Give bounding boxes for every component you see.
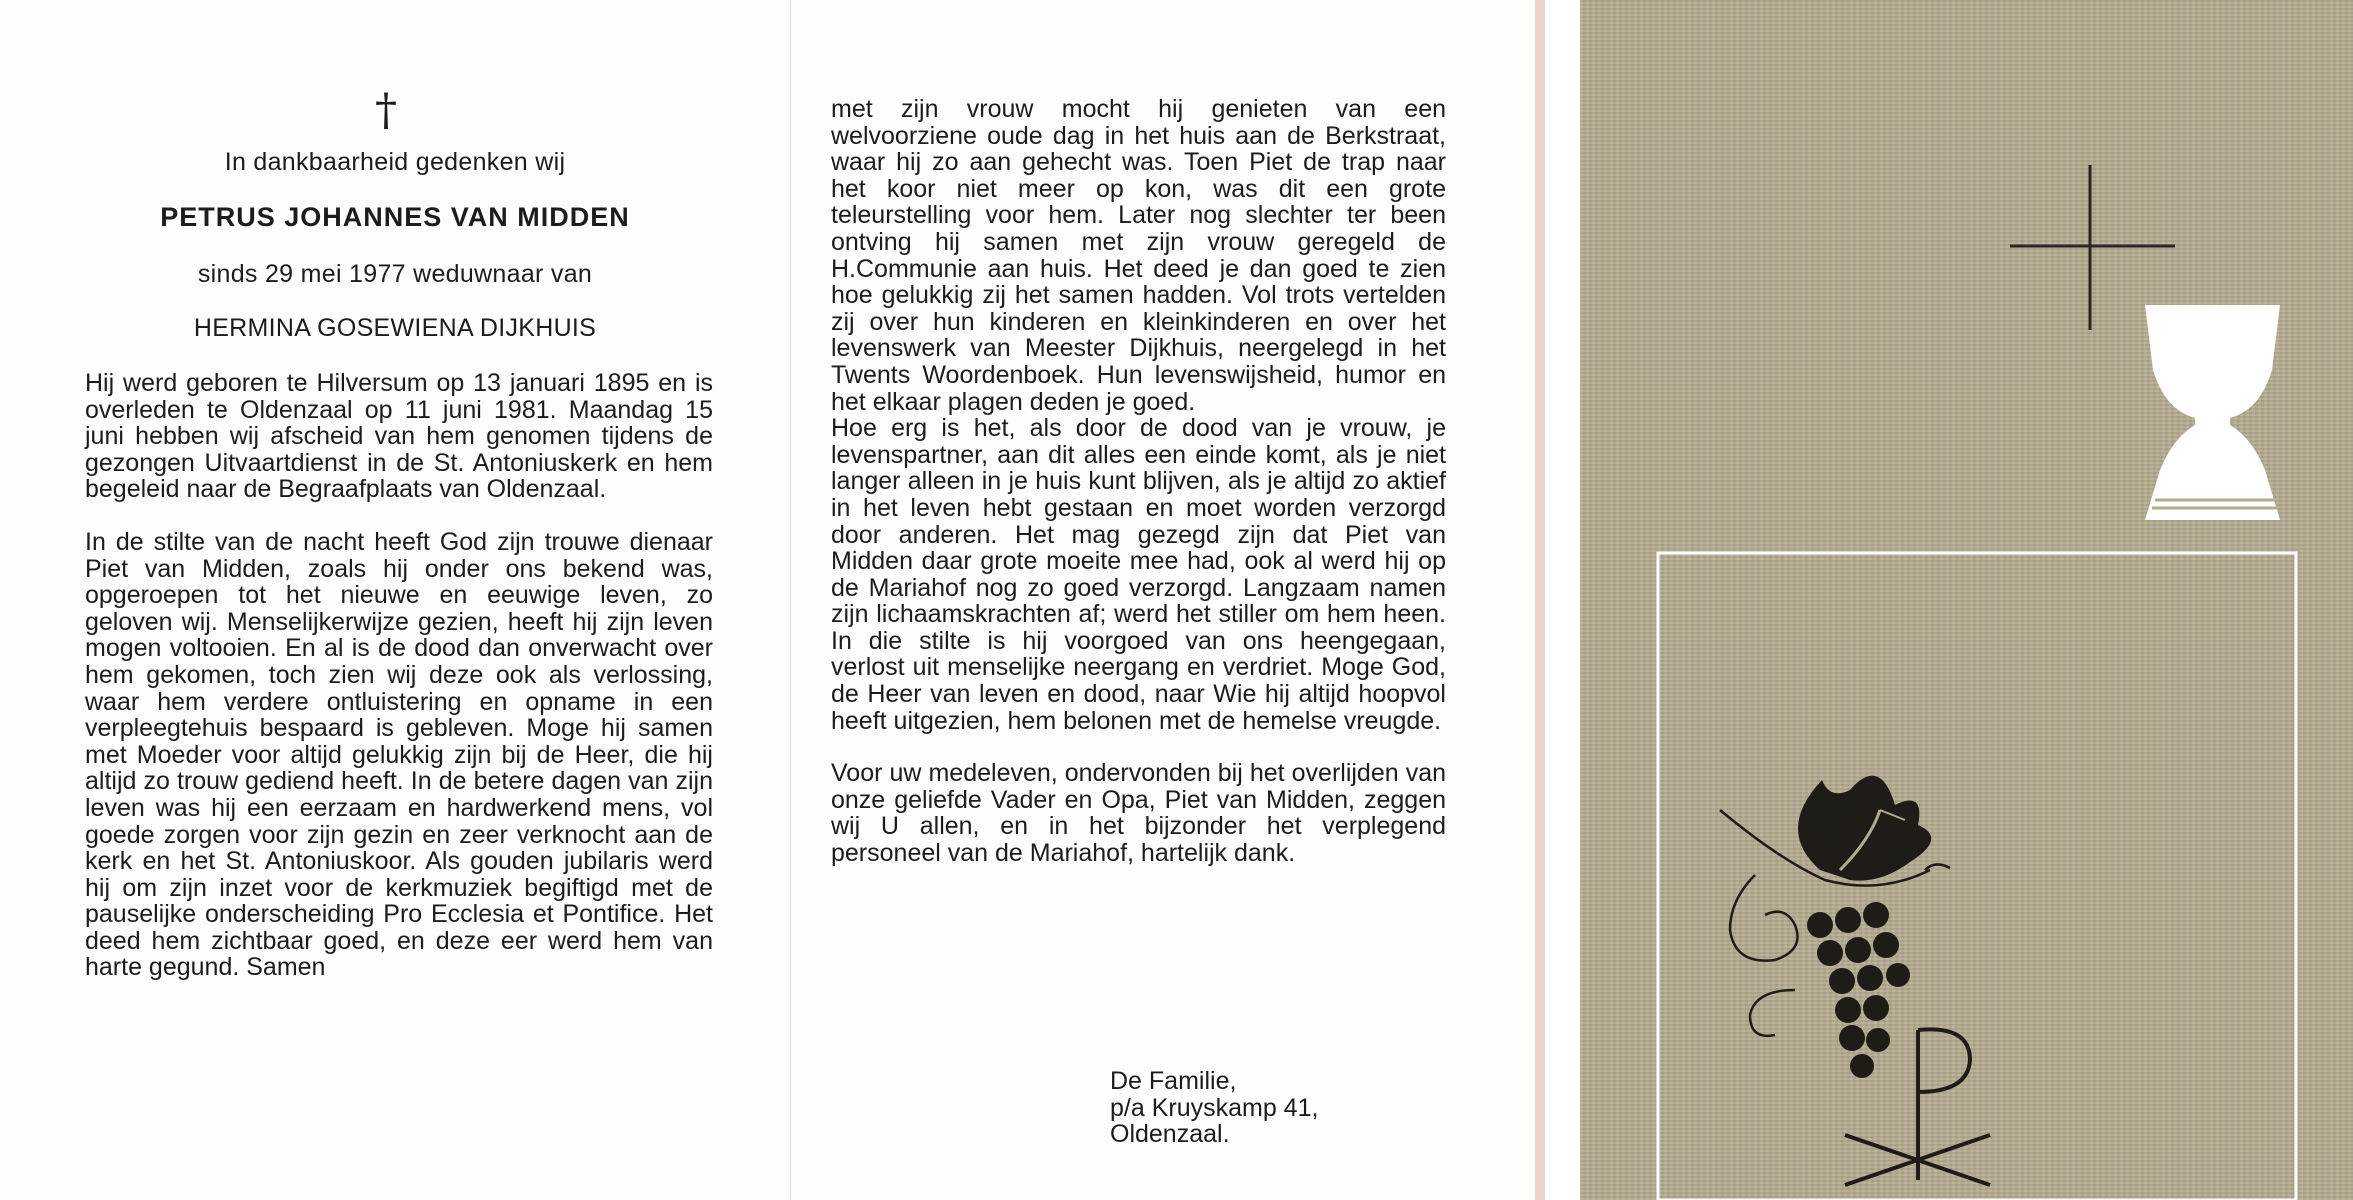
page-gap — [1545, 0, 1580, 1200]
grape-leaf-icon — [1798, 776, 1931, 881]
left-body-text — [85, 370, 713, 981]
signature-line: De Familie, — [1110, 1067, 1237, 1095]
card-edge — [1535, 0, 1545, 1200]
paragraph: In de stilte van de nacht heeft God zijn trouwe dienaar Piet van Midden, zoals hij onder ons bekend was, opgeroepen tot het nieuwe en eeuwige leven, zo geloven wij. Menselijkerwijze gezien, heeft hij zijn leven mogen voltooien. En al is de dood dan onverwacht over hem gekomen, toch zien wij deze ook als verlossing, waar hem verdere ontluistering en opname in een verpleegtehuis bespaard is gebleven. Moge hij samen met Moeder voor altijd gelukkig zijn bij de Heer, die hij altijd zo trouw gediend heeft. In de betere dagen van zijn leven was hij een eerzaam en hardwerkend mens, vol goede zorgen voor zijn gezin en zeer verknocht aan de kerk en het St. Antoniuskoor. Als gouden jubilaris werd hij om zijn inzet voor de kerkmuziek begiftigd met de pauselijke onderscheiding Pro Ecclesia et Pontifice. Het deed hem zichtbaar goed, en deze eer werd hem van harte gegund. Samen — [85, 527, 713, 982]
card-cover — [1580, 0, 2353, 1200]
cover-illustration — [1580, 0, 2353, 1200]
chalice-icon — [2145, 305, 2280, 520]
signature-line: p/a Kruyskamp 41, — [1110, 1093, 1319, 1122]
intro-line: In dankbaarheid gedenken wij — [224, 148, 566, 176]
spouse-name: HERMINA GOSEWIENA DIJKHUIS — [193, 314, 597, 342]
paragraph: Hoe erg is het, als door de dood van je vrouw, je levenspartner, aan dit alles een einde komt, als je niet langer alleen in je huis kunt blijven, als je altijd zo aktief in het leven hebt gestaan en moet worden verzorgd door anderen. Het mag gezegd zijn dat Piet van Midden daar grote moeite mee had, ook al werd hij op de Mariahof nog zo goed verzorgd. Langzaam namen zijn lichaamskrachten af; werd het stiller om hem heen. In die stilte is hij voorgoed van ons heengegaan, verlost uit menselijke neergang en verdriet. Moge God, de Heer van leven en dood, naar Wie hij altijd hoopvol heeft uitgezien, hem belonen met de hemelse vreugde. — [831, 414, 1446, 735]
grape-cluster-icon — [1807, 902, 1910, 1078]
paragraph: Hij werd geboren te Hilversum op 13 januari 1895 en is overleden te Oldenzaal op 11 juni 1981. Maandag 15 juni hebben wij afscheid van hem genomen tijdens de gezongen Uitvaartdienst in de St. Antoniuskerk en hem begeleid naar de Begraafplaats van Oldenzaal. — [85, 369, 713, 504]
paragraph: met zijn vrouw mocht hij genieten van een welvoorziene oude dag in het huis aan de Berkstraat, waar hij zo aan gehecht was. Toen Piet de trap naar het koor niet meer op kon, was dit een grote teleurstelling voor hem. Later nog slechter ter been ontving hij samen met zijn vrouw geregeld de H.Communie aan huis. Het deed je dan goed te zien hoe gelukkig zij het samen hadden. Vol trots vertelden zij over hun kinderen en kleinkinderen en over het levenswerk van Meester Dijkhuis, neergelegd in het Twents Woordenboek. Hun levenswijsheid, humor en het elkaar plagen deden je goed. — [831, 95, 1446, 416]
signature-block — [1110, 1068, 1318, 1148]
deceased-name: PETRUS JOHANNES VAN MIDDEN — [160, 202, 630, 232]
middle-body-text — [831, 96, 1446, 867]
paragraph: Voor uw medeleven, ondervonden bij het overlijden van onze geliefde Vader en Opa, Piet van Midden, zeggen wij U allen, en in het bijzonder het verplegend personeel van de Mariahof, hartelijk dank. — [831, 759, 1446, 868]
middle-page — [790, 0, 1536, 1200]
widower-line: sinds 29 mei 1977 weduwnaar van — [197, 260, 593, 288]
chi-rho-icon — [1845, 1029, 1990, 1185]
cross-symbol: † — [375, 85, 397, 136]
left-page — [0, 0, 790, 1200]
signature-line: Oldenzaal. — [1110, 1120, 1230, 1149]
